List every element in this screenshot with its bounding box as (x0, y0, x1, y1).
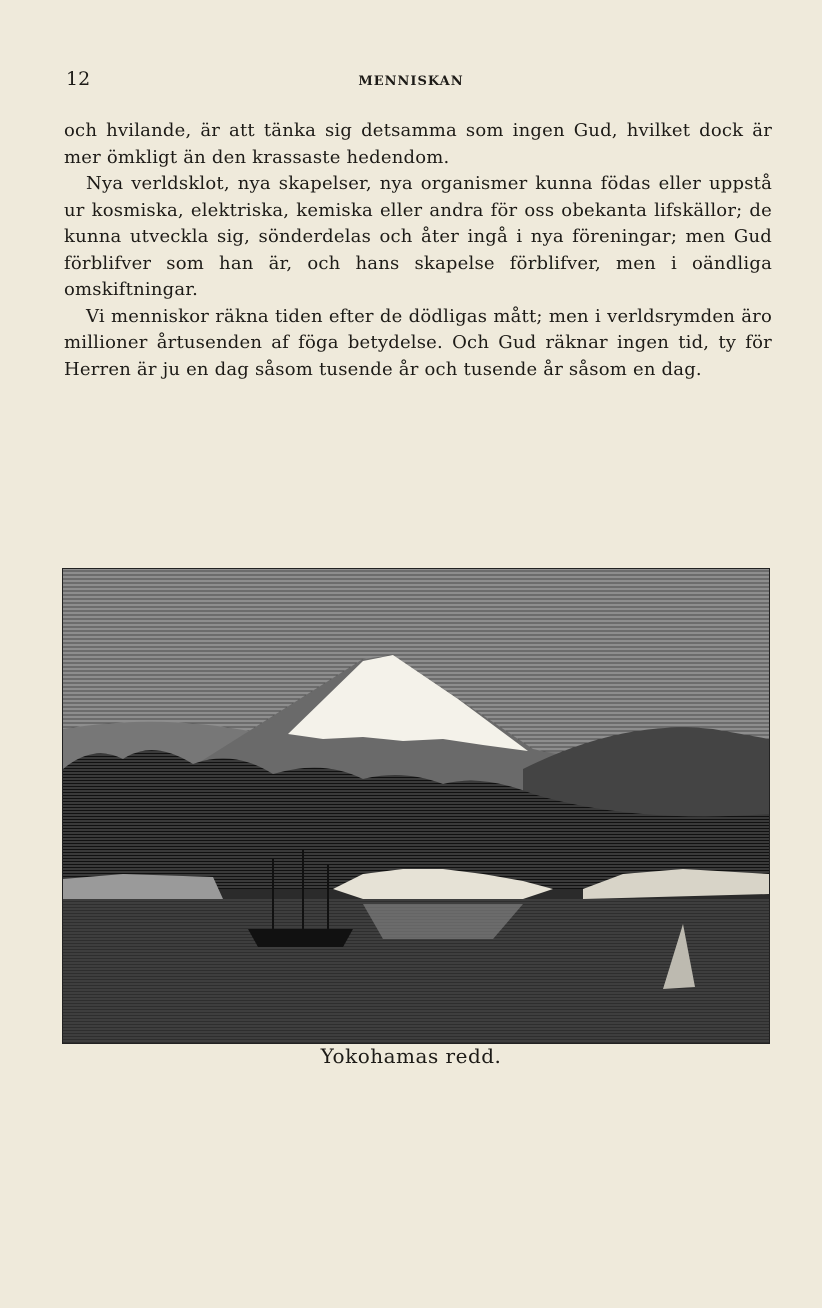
paragraph: Vi menniskor räkna tiden efter de dödligas mått; men i verldsrymden äro millioner årtusenden af föga betydelse. Och Gud räknar ingen tid, ty för Herren är ju en dag såsom tusende år och tusende år såsom en dag. (64, 305, 772, 380)
running-title: MENNISKAN (358, 74, 464, 89)
paragraph: och hvilande, är att tänka sig detsamma som ingen Gud, hvilket dock är mer ömkligt än den krassaste hedendom. (64, 120, 772, 168)
figure-caption: Yokohamas redd. (320, 1044, 502, 1068)
left-cliffs (63, 874, 223, 899)
page-number: 12 (66, 68, 91, 90)
body-text (64, 118, 772, 383)
paragraph: Nya verldsklot, nya skapelser, nya organismer kunna födas eller uppstå ur kosmiska, elektriska, kemiska eller andra för oss obekanta lifskällor; de kunna utveckla sig, sönderdelas och åter ingå i nya föreningar; men Gud förblifver som han är, och hans skapelse förblifver, men i oändliga omskiftningar. (64, 173, 772, 300)
mountain-bay-engraving (62, 568, 770, 1044)
